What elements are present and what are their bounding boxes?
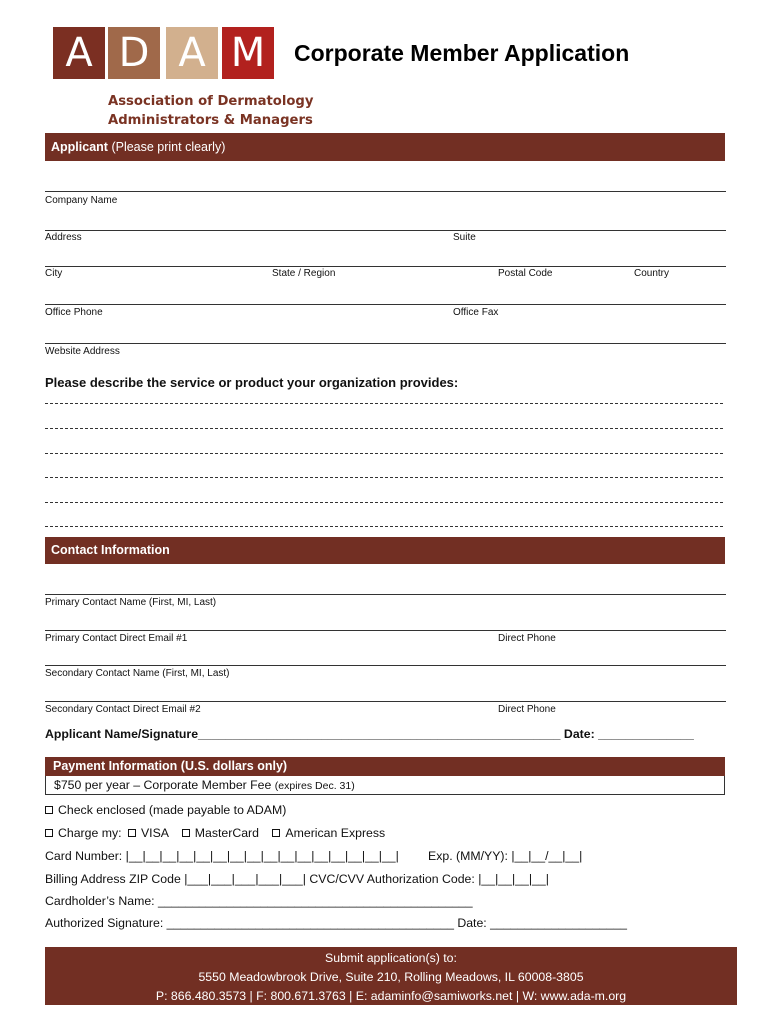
submission-footer bbox=[45, 947, 737, 1005]
association-name-line2: Administrators & Managers bbox=[108, 113, 313, 128]
authorized-signature-field[interactable]: Authorized Signature: __________________________________________ Date: ____________________ bbox=[45, 916, 627, 930]
card-number-field[interactable]: Card Number: |__|__|__|__|__|__|__|__|__|__|__|__|__|__|__|__| bbox=[45, 849, 399, 863]
logo-letter-m: M bbox=[222, 27, 274, 79]
secondary-phone-label: Direct Phone bbox=[498, 704, 556, 715]
footer-submit-line: Submit application(s) to: bbox=[325, 951, 457, 965]
address-line[interactable] bbox=[45, 230, 726, 231]
describe-line-1[interactable] bbox=[45, 403, 723, 404]
fee-text: $750 per year – Corporate Member Fee bbox=[54, 778, 272, 792]
describe-line-2[interactable] bbox=[45, 428, 723, 429]
primary-name-line[interactable] bbox=[45, 594, 726, 595]
primary-email-line[interactable] bbox=[45, 630, 726, 631]
secondary-email-line[interactable] bbox=[45, 701, 726, 702]
check-enclosed-option[interactable] bbox=[45, 803, 286, 817]
fee-expiry-note: (expires Dec. 31) bbox=[274, 780, 355, 792]
applicant-heading-note: (Please print clearly) bbox=[111, 140, 226, 154]
checkbox-icon[interactable] bbox=[182, 829, 190, 837]
contact-section-bar bbox=[45, 537, 725, 564]
secondary-name-label: Secondary Contact Name (First, MI, Last) bbox=[45, 668, 230, 679]
checkbox-icon[interactable] bbox=[45, 829, 53, 837]
footer-contact-line: P: 866.480.3573 | F: 800.671.3763 | E: adaminfo@samiworks.net | W: www.ada-m.org bbox=[155, 989, 627, 1003]
applicant-signature-line[interactable]: Applicant Name/Signature_____________________________________________________ Date: ______________ bbox=[45, 727, 694, 741]
office-phone-line[interactable] bbox=[45, 304, 726, 305]
expiry-field[interactable]: Exp. (MM/YY): |__|__/__|__| bbox=[428, 849, 583, 863]
charge-row bbox=[45, 826, 385, 840]
checkbox-icon[interactable] bbox=[128, 829, 136, 837]
suite-label: Suite bbox=[453, 232, 476, 243]
check-enclosed-label: Check enclosed (made payable to ADAM) bbox=[58, 803, 287, 817]
checkbox-icon[interactable] bbox=[272, 829, 280, 837]
city-label: City bbox=[45, 268, 63, 279]
address-label: Address bbox=[45, 232, 82, 243]
payment-section-bar bbox=[45, 757, 725, 776]
office-fax-label: Office Fax bbox=[453, 307, 499, 318]
payment-heading: Payment Information (U.S. dollars only) bbox=[53, 759, 288, 773]
charge-label: Charge my: bbox=[58, 826, 122, 840]
checkbox-icon[interactable] bbox=[45, 806, 53, 814]
primary-email-label: Primary Contact Direct Email #1 bbox=[45, 633, 188, 644]
page-title: Corporate Member Application bbox=[294, 40, 630, 66]
describe-line-4[interactable] bbox=[45, 477, 723, 478]
applicant-section-bar bbox=[45, 133, 725, 161]
describe-prompt: Please describe the service or product your organization provides: bbox=[45, 375, 459, 390]
applicant-heading: Applicant bbox=[51, 140, 108, 154]
describe-line-3[interactable] bbox=[45, 453, 723, 454]
state-region-label: State / Region bbox=[272, 268, 336, 279]
logo-letter-a: A bbox=[53, 27, 105, 79]
website-label: Website Address bbox=[45, 346, 120, 357]
mastercard-label: MasterCard bbox=[194, 826, 259, 840]
company-name-line[interactable] bbox=[45, 191, 726, 192]
footer-address-line: 5550 Meadowbrook Drive, Suite 210, Rolling Meadows, IL 60008-3805 bbox=[198, 970, 584, 984]
billing-zip-cvc-field[interactable]: Billing Address ZIP Code |___|___|___|___|___| CVC/CVV Authorization Code: |__|__|__|__| bbox=[45, 872, 549, 886]
country-label: Country bbox=[634, 268, 670, 279]
amex-label: American Express bbox=[285, 826, 386, 840]
fee-box bbox=[45, 776, 725, 795]
visa-label: VISA bbox=[140, 826, 169, 840]
describe-line-6[interactable] bbox=[45, 526, 723, 527]
primary-phone-label: Direct Phone bbox=[498, 633, 556, 644]
contact-heading: Contact Information bbox=[51, 543, 170, 557]
primary-name-label: Primary Contact Name (First, MI, Last) bbox=[45, 597, 217, 608]
logo-letter-a-2: A bbox=[166, 27, 218, 79]
association-name-line1: Association of Dermatology bbox=[108, 94, 314, 109]
city-line[interactable] bbox=[45, 266, 726, 267]
cardholder-name-field[interactable]: Cardholder’s Name: ______________________________________________ bbox=[45, 894, 473, 908]
secondary-name-line[interactable] bbox=[45, 665, 726, 666]
postal-code-label: Postal Code bbox=[498, 268, 553, 279]
office-phone-label: Office Phone bbox=[45, 307, 103, 318]
logo-letter-d: D bbox=[108, 27, 160, 79]
secondary-email-label: Secondary Contact Direct Email #2 bbox=[45, 704, 201, 715]
website-line[interactable] bbox=[45, 343, 726, 344]
describe-line-5[interactable] bbox=[45, 502, 723, 503]
company-name-label: Company Name bbox=[45, 195, 118, 206]
